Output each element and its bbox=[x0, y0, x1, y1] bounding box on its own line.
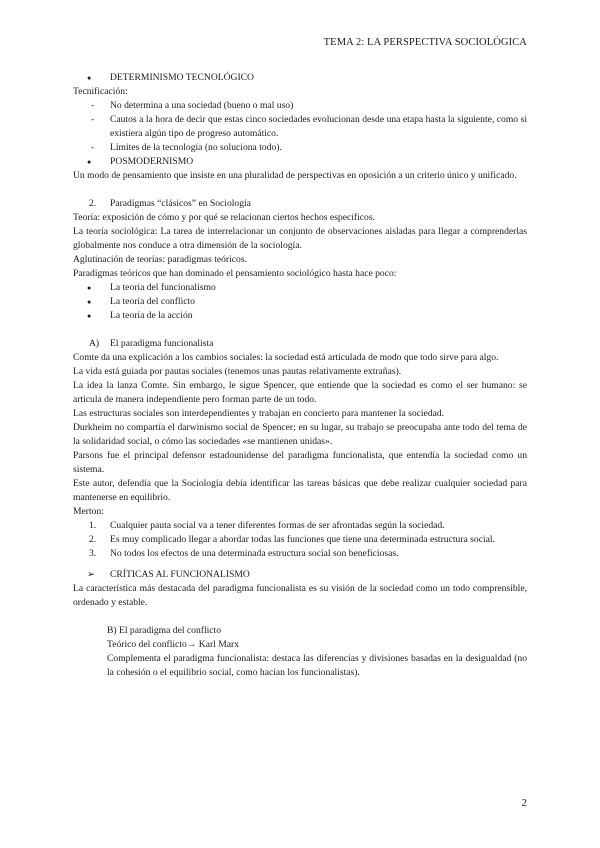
section-title: El paradigma funcionalista bbox=[110, 338, 214, 349]
paragraph: La idea la lanza Comte. Sin embargo, le sigue Spencer, que entiende que la sociedad es como el ser humano: se articula de manera independiente pero forman parte de un todo. bbox=[73, 380, 527, 405]
paragraph: Aglutinación de teorías: paradigmas teóricos. bbox=[73, 254, 247, 265]
numbered-item bbox=[73, 533, 527, 547]
conflict-theorist: Teórico del conflicto→ Karl Marx bbox=[107, 639, 239, 650]
arrow-icon: ➢ bbox=[87, 569, 96, 580]
numbered-item bbox=[73, 547, 527, 561]
label-merton: Merton: bbox=[73, 506, 104, 517]
item-text: Es muy complicado llegar a abordar todas las funciones que tiene una determinada estructura social. bbox=[110, 534, 495, 545]
heading-posmodernismo: ● POSMODERNISMO bbox=[73, 155, 527, 169]
paragraph: Durkheim no compartía el darwinismo social de Spencer; en su lugar, su trabajo se preocupaba ante todo del tema de la solidaridad social, o cómo las sociedades «se mantienen unidas». bbox=[73, 422, 527, 447]
paragraph: Comte da una explicación a los cambios sociales: la sociedad está articulada de modo que todo sirve para algo. bbox=[73, 352, 499, 363]
section-b-heading: B) El paradigma del conflicto bbox=[107, 625, 222, 636]
paragraph: Las estructuras sociales son interdependientes y trabajan en concierto para mantener la sociedad. bbox=[73, 408, 445, 419]
bullet-item: ● La teoría de la acción bbox=[73, 309, 527, 323]
page-number: 2 bbox=[521, 797, 527, 809]
section-letter: A) bbox=[89, 338, 100, 349]
dash-item: - No determina a una sociedad (bueno o mal uso) bbox=[73, 99, 527, 113]
paragraph: Paradigmas teóricos que han dominado el pensamiento sociológico hasta hace poco: bbox=[73, 268, 397, 279]
criticas-title: CRÍTICAS AL FUNCIONALISMO bbox=[110, 569, 250, 580]
item-number: 2. bbox=[89, 534, 97, 545]
paragraph: Parsons fue el principal defensor estadounidense del paradigma funcionalista, que entendía la sociedad como un sistema. bbox=[73, 450, 527, 475]
page-header: TEMA 2: LA PERSPECTIVA SOCIOLÓGICA bbox=[323, 37, 527, 48]
paragraph: La característica más destacada del paradigma funcionalista es su visión de la sociedad como un todo comprensible, ordenado y estable. bbox=[73, 583, 527, 608]
paragraph: La vida está guiada por pautas sociales (tenemos unas pautas relativamente extrañas). bbox=[73, 366, 402, 377]
section-number: 2. bbox=[89, 198, 97, 209]
paragraph: Teoría: exposición de cómo y por qué se relacionan ciertos hechos específicos. bbox=[73, 212, 375, 223]
paragraph: Complementa el paradigma funcionalista: destaca las diferencias y divisiones basadas en la desigualdad (no la cohesión o el equilibrio social, como hacían los funcionalistas). bbox=[107, 653, 527, 678]
item-text: Cualquier pauta social va a tener diferentes formas de ser afrontadas según la sociedad. bbox=[110, 520, 445, 531]
item-number: 1. bbox=[89, 520, 97, 531]
numbered-item bbox=[73, 519, 527, 533]
posmodernismo-text: Un modo de pensamiento que insiste en una pluralidad de perspectivas en oposición a un criterio único y unificado. bbox=[73, 170, 517, 181]
bullet-item: ● La teoría del conflicto bbox=[73, 295, 527, 309]
dash-item: - Cautos a la hora de decir que estas cinco sociedades evolucionan desde una etapa hasta la siguiente, como si existiera algún tipo de progreso automático. bbox=[73, 113, 527, 141]
paragraph: La teoría sociológica: La tarea de interrelacionar un conjunto de observaciones aisladas para llegar a comprenderlas globalmente nos conduce a otra dimensión de la sociología. bbox=[73, 226, 527, 251]
section-a-heading bbox=[73, 337, 527, 351]
bullet-item: ● La teoría del funcionalismo bbox=[73, 281, 527, 295]
paragraph: Este autor, defendía que la Sociología debía identificar las tareas básicas que debe realizar cualquier sociedad para mantenerse en equilibrio. bbox=[73, 478, 527, 503]
heading-determinismo: ● DETERMINISMO TECNOLÓGICO bbox=[73, 71, 527, 85]
item-number: 3. bbox=[89, 548, 97, 559]
document-body bbox=[73, 71, 527, 680]
dash-item: - Límites de la tecnología (no soluciona todo). bbox=[73, 141, 527, 155]
label-tecnificacion: Tecnificación: bbox=[73, 86, 128, 97]
item-text: No todos los efectos de una determinada estructura social son beneficiosas. bbox=[110, 548, 399, 559]
section-title: Paradigmas “clásicos” en Sociología bbox=[110, 198, 251, 209]
heading-criticas bbox=[73, 568, 527, 582]
section-2-heading bbox=[73, 197, 527, 211]
